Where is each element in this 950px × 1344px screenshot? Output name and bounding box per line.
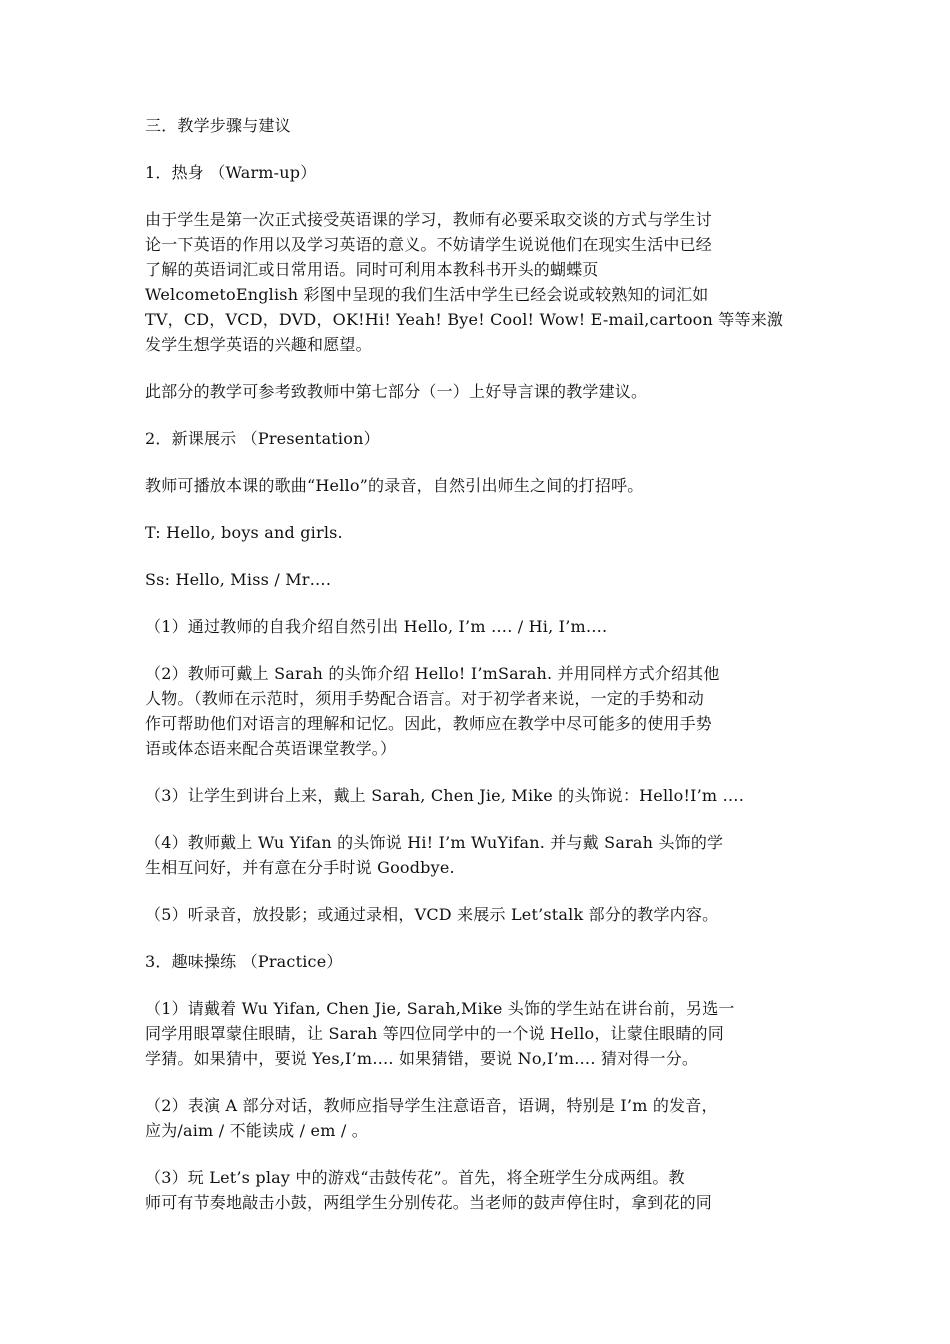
warmup-heading: 1．热身 （Warm-up）: [145, 163, 317, 182]
presentation-heading: 2．新课展示 （Presentation）: [145, 429, 380, 448]
step-line: 生相互问好，并有意在分手时说 Goodbye.: [145, 858, 455, 877]
step-line: （5）听录音，放投影；或通过录相，VCD 来展示 Let’stalk 部分的教学内容。: [145, 905, 719, 924]
step-line: 学猜。如果猜中，要说 Yes,I’m…. 如果猜错，要说 No,I’m…. 猜对得一分。: [145, 1049, 699, 1068]
paragraph-line: 由于学生是第一次正式接受英语课的学习，教师有必要采取交谈的方式与学生讨: [145, 210, 713, 229]
step-line: 语或体态语来配合英语课堂教学。）: [145, 739, 397, 758]
step-line: （4）教师戴上 Wu Yifan 的头饰说 Hi! I’m WuYifan. 并与戴 Sarah 头饰的学: [145, 833, 724, 852]
presentation-step-1: [145, 614, 813, 639]
step-line: 人物。（教师在示范时，须用手势配合语言。对于初学者来说，一定的手势和动: [145, 689, 705, 708]
practice-step-2: [145, 1093, 813, 1143]
presentation-step-4: [145, 830, 813, 880]
section-heading: 三．教学步骤与建议: [145, 116, 291, 135]
practice-heading: 3．趣味操练 （Practice）: [145, 952, 343, 971]
paragraph-line: 发学生想学英语的兴趣和愿望。: [145, 335, 372, 354]
step-line: （2）表演 A 部分对话，教师应指导学生注意语音，语调，特别是 I’m 的发音，: [145, 1096, 718, 1115]
document-body: [145, 113, 813, 1215]
step-line: （2）教师可戴上 Sarah 的头饰介绍 Hello! I’mSarah. 并用同样方式介绍其他: [145, 664, 720, 683]
step-line: （1）请戴着 Wu Yifan, Chen Jie, Sarah,Mike 头饰的学生站在讲台前，另选一: [145, 999, 735, 1018]
step-line: （3）玩 Let’s play 中的游戏“击鼓传花”。首先，将全班学生分成两组。教: [145, 1168, 685, 1187]
paragraph-line: TV，CD，VCD，DVD，OK!Hi! Yeah! Bye! Cool! Wow! E-mail,cartoon 等等来激: [145, 310, 784, 329]
presentation-step-3: [145, 783, 813, 808]
step-line: 作可帮助他们对语言的理解和记忆。因此，教师应在教学中尽可能多的使用手势: [145, 714, 713, 733]
paragraph-line: WelcometoEnglish 彩图中呈现的我们生活中学生已经会说或较熟知的词汇如: [145, 285, 709, 304]
practice-step-1: [145, 996, 813, 1071]
warmup-reference: 此部分的教学可参考致教师中第七部分（一）上好导言课的教学建议。: [145, 382, 648, 401]
step-line: （3）让学生到讲台上来，戴上 Sarah, Chen Jie, Mike 的头饰说：Hello!I’m ….: [145, 786, 745, 805]
step-line: 应为/aim / 不能读成 / em / 。: [145, 1121, 368, 1140]
step-line: （1）通过教师的自我介绍自然引出 Hello, I’m …. / Hi, I’m….: [145, 617, 608, 636]
paragraph-line: 了解的英语词汇或日常用语。同时可利用本教科书开头的蝴蝶页: [145, 260, 599, 279]
presentation-intro: 教师可播放本课的歌曲“Hello”的录音，自然引出师生之间的打招呼。: [145, 476, 644, 495]
warmup-paragraph: [145, 207, 813, 357]
presentation-step-2: [145, 661, 813, 761]
presentation-step-5: [145, 902, 813, 927]
dialogue-students-line: Ss: Hello, Miss / Mr….: [145, 570, 332, 589]
paragraph-line: 论一下英语的作用以及学习英语的意义。不妨请学生说说他们在现实生活中已经: [145, 235, 713, 254]
practice-step-3: [145, 1165, 813, 1215]
step-line: 同学用眼罩蒙住眼睛，让 Sarah 等四位同学中的一个说 Hello，让蒙住眼睛的同: [145, 1024, 724, 1043]
dialogue-teacher-line: T: Hello, boys and girls.: [145, 523, 343, 542]
step-line: 师可有节奏地敲击小鼓，两组学生分别传花。当老师的鼓声停住时，拿到花的同: [145, 1193, 713, 1212]
